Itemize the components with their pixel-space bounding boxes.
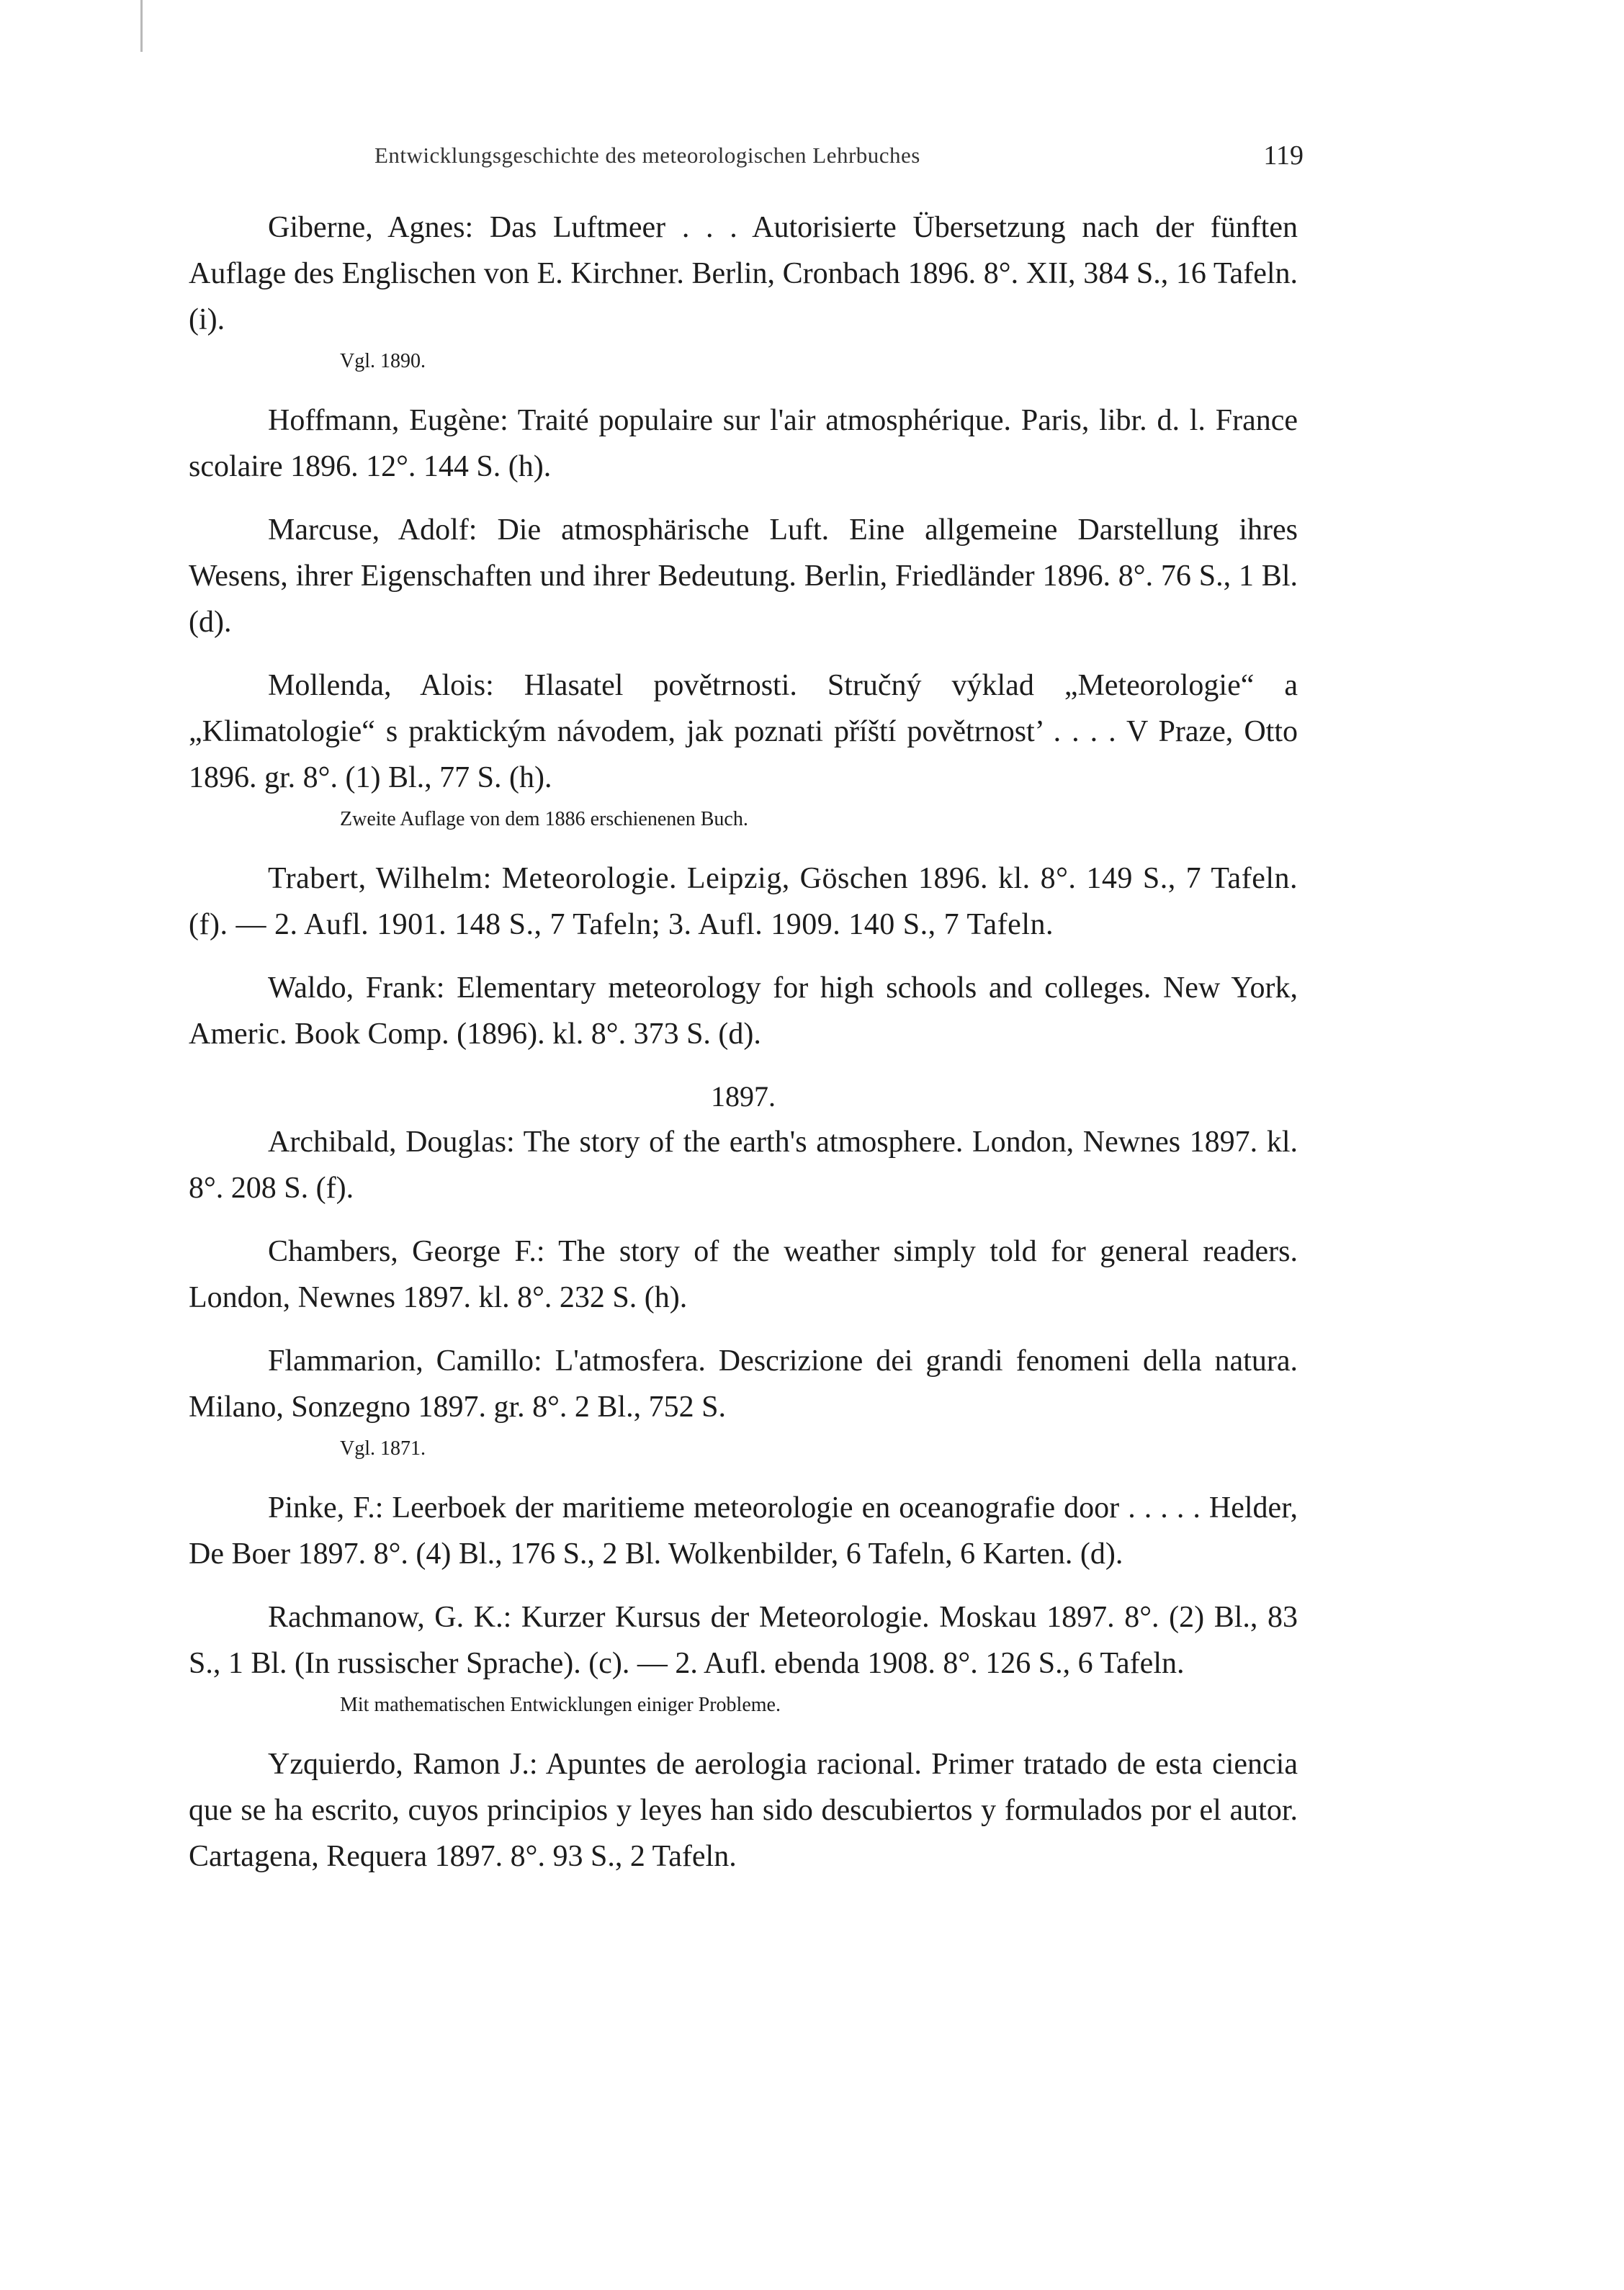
entry-text: Marcuse, Adolf: Die atmosphärische Luft. Eine allgemeine Darstellung ihres Wesens, ihrer Eigenschaften und ihrer Bedeutung. Berlin, Friedländer 1896. 8°. 76 S., 1 Bl. (d). — [189, 513, 1298, 639]
page-header — [374, 140, 1304, 186]
entry-text: Flammarion, Camillo: L'atmosfera. Descrizione dei grandi fenomeni della natura. Milano, Sonzegno 1897. gr. 8°. 2 Bl., 752 S. — [189, 1344, 1298, 1424]
entry-note: Zweite Auflage von dem 1886 erschienenen Buch. — [340, 808, 748, 830]
entry-text: Mollenda, Alois: Hlasatel povětrnosti. Stručný výklad „Meteorologie“ a „Klimatologie“ s praktickým návodem, jak poznati příští povětrnost’ . . . . V Praze, Otto 1896. gr. 8°. (1) Bl., 77 S. (h). — [189, 669, 1298, 794]
bibliography-entry — [189, 1594, 1298, 1724]
entry-text: Yzquierdo, Ramon J.: Apuntes de aerologia racional. Primer tratado de esta ciencia que se ha escrito, cuyos principios y leyes han sido descubiertos y formulados por el autor. Cartagena, Requera 1897. 8°. 93 S., 2 Tafeln. — [189, 1748, 1298, 1873]
bibliography-entry — [189, 1741, 1298, 1880]
binding-edge-line — [140, 0, 143, 52]
running-head: Entwicklungsgeschichte des meteorologischen Lehrbuches — [374, 143, 920, 168]
bibliography-entry — [189, 205, 1298, 380]
entry-text: Hoffmann, Eugène: Traité populaire sur l'air atmosphérique. Paris, libr. d. l. France scolaire 1896. 12°. 144 S. (h). — [189, 404, 1298, 483]
entry-note: Vgl. 1871. — [340, 1437, 426, 1460]
entry-text: Archibald, Douglas: The story of the earth's atmosphere. London, Newnes 1897. kl. 8°. 208 S. (f). — [189, 1126, 1298, 1205]
entry-note: Mit mathematischen Entwicklungen einiger Probleme. — [340, 1694, 781, 1716]
bibliography-entry — [189, 663, 1298, 838]
bibliography-entry — [189, 398, 1298, 490]
entry-text: Chambers, George F.: The story of the weather simply told for general readers. London, Newnes 1897. kl. 8°. 232 S. (h). — [189, 1235, 1298, 1314]
bibliography-entry — [189, 856, 1298, 948]
entry-text: Rachmanow, G. K.: Kurzer Kursus der Meteorologie. Moskau 1897. 8°. (2) Bl., 83 S., 1 Bl. (In russischer Sprache). (c). — 2. Aufl. ebenda 1908. 8°. 126 S., 6 Tafeln. — [189, 1601, 1298, 1680]
entry-text: Giberne, Agnes: Das Luftmeer . . . Autorisierte Übersetzung nach der fünften Auflage des Englischen von E. Kirchner. Berlin, Cronbach 1896. 8°. XII, 384 S., 16 Tafeln. (i). — [189, 211, 1298, 336]
entry-text: Trabert, Wilhelm: Meteorologie. Leipzig, Göschen 1896. kl. 8°. 149 S., 7 Tafeln. (f). — 2. Aufl. 1901. 148 S., 7 Tafeln; 3. Aufl. 1909. 140 S., 7 Tafeln. — [189, 862, 1298, 941]
bibliography-entry — [189, 507, 1298, 645]
bibliography-entry — [189, 1485, 1298, 1577]
year-heading: 1897. — [711, 1080, 776, 1113]
bibliography-body — [189, 205, 1298, 1897]
bibliography-entry — [189, 1229, 1298, 1321]
entry-note: Vgl. 1890. — [340, 350, 426, 372]
bibliography-entry — [189, 965, 1298, 1057]
page-number: 119 — [1263, 140, 1304, 171]
bibliography-entry — [189, 1338, 1298, 1468]
entry-text: Pinke, F.: Leerboek der maritieme meteorologie en oceanografie door . . . . . Helder, De Boer 1897. 8°. (4) Bl., 176 S., 2 Bl. Wolkenbilder, 6 Tafeln, 6 Karten. (d). — [189, 1491, 1298, 1571]
bibliography-entry — [189, 1119, 1298, 1211]
entry-text: Waldo, Frank: Elementary meteorology for high schools and colleges. New York, Americ. Book Comp. (1896). kl. 8°. 373 S. (d). — [189, 971, 1298, 1051]
